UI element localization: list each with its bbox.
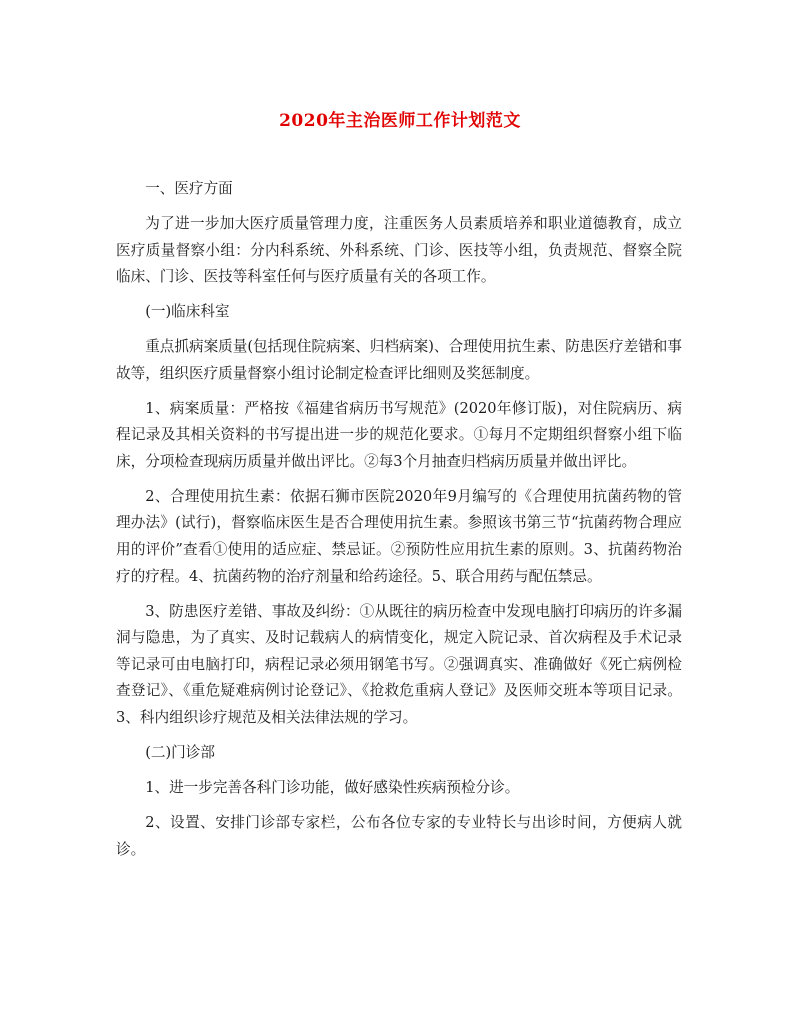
paragraph-error-prevention: 3、防患医疗差错、事故及纠纷：①从既往的病历检查中发现电脑打印病历的许多漏洞与隐患，为了真实、及时记载病人的病情变化，规定入院记录、首次病程及手术记录等记录可由电脑打印，病程记录必须用钢笔书写。②强调真实、准确做好《死亡病例检查登记》、《重危疑难病例讨论登记》、《抢救危重病人登记》及医师交班本等项目记录。3、科内组织诊疗规范及相关法律法规的学习。 bbox=[116, 602, 682, 727]
section-heading-medical: 一、医疗方面 bbox=[145, 180, 233, 197]
subsection-heading-clinical: (一)临床科室 bbox=[145, 303, 230, 321]
document-body bbox=[116, 176, 682, 872]
paragraph-outpatient-2: 2、设置、安排门诊部专家栏，公布各位专家的专业特长与出诊时间，方便病人就诊。 bbox=[116, 813, 682, 858]
paragraph-clinical-focus: 重点抓病案质量(包括现住院病案、归档病案)、合理使用抗生素、防患医疗差错和事故等，组织医疗质量督察小组讨论制定检查评比细则及奖惩制度。 bbox=[116, 338, 682, 382]
paragraph-medical-records: 1、病案质量：严格按《福建省病历书写规范》(2020年修订版)，对住院病历、病程记录及其相关资料的书写提出进一步的规范化要求。①每月不定期组织督察小组下临床，分项检查现病历质量并做出评比。②每3个月抽查归档病历质量并做出评比。 bbox=[116, 399, 682, 470]
paragraph-outpatient-1: 1、进一步完善各科门诊功能，做好感染性疾病预检分诊。 bbox=[145, 779, 520, 796]
document-title: 2020年主治医师工作计划范文 bbox=[279, 111, 521, 131]
paragraph-quality-management: 为了进一步加大医疗质量管理力度，注重医务人员素质培养和职业道德教育，成立医疗质量督察小组：分内科系统、外科系统、门诊、医技等小组，负责规范、督察全院临床、门诊、医技等科室任何与医疗质量有关的各项工作。 bbox=[116, 214, 682, 286]
paragraph-antibiotics: 2、合理使用抗生素：依据石狮市医院2020年9月编写的《合理使用抗菌药物的管理办法》(试行)，督察临床医生是否合理使用抗生素。参照该书第三节“抗菌药物合理应用的评价”查看①使用的适应症、禁忌证。②预防性应用抗生素的原则。3、抗菌药物治疗的疗程。4、抗菌药物的治疗剂量和给药途径。5、联合用药与配伍禁忌。 bbox=[116, 487, 682, 585]
subsection-heading-outpatient: (二)门诊部 bbox=[145, 744, 215, 762]
